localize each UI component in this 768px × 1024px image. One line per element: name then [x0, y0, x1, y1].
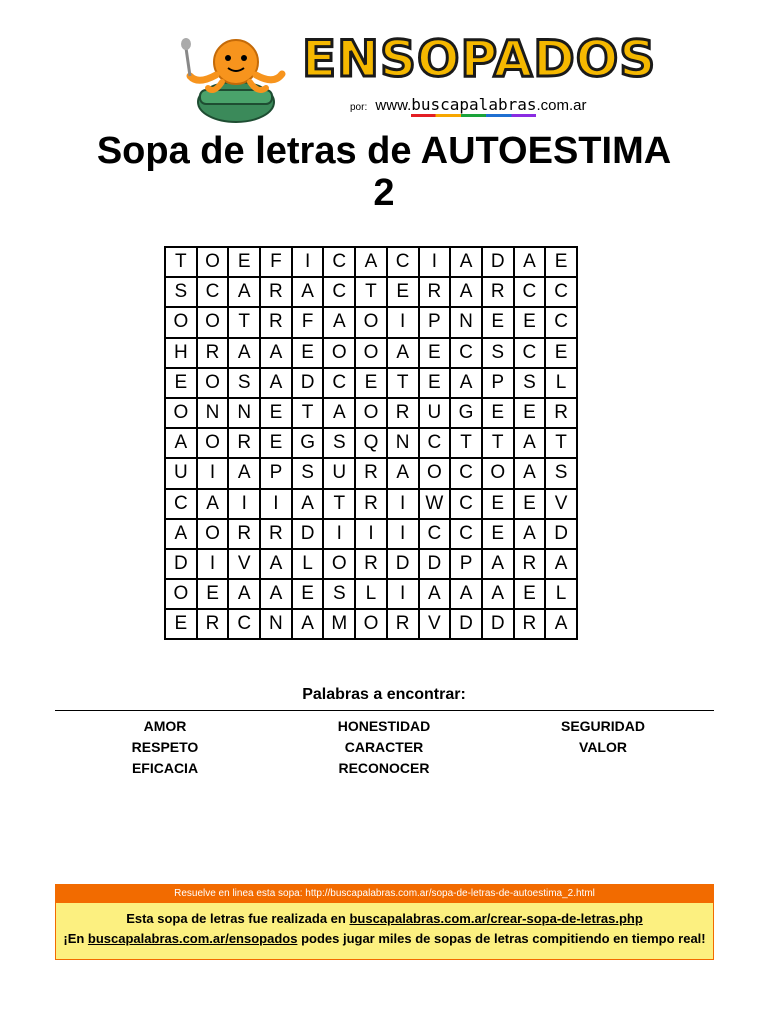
- word: VALOR: [579, 739, 627, 755]
- grid-cell: C: [323, 247, 355, 277]
- grid-row: [165, 307, 577, 337]
- grid-cell: E: [165, 609, 197, 639]
- grid-cell: O: [197, 428, 229, 458]
- grid-cell: O: [323, 549, 355, 579]
- grid-cell: V: [228, 549, 260, 579]
- grid-cell: L: [292, 549, 324, 579]
- words-heading: Palabras a encontrar:: [302, 686, 466, 703]
- grid-cell: N: [260, 609, 292, 639]
- grid-cell: D: [165, 549, 197, 579]
- grid-cell: C: [450, 458, 482, 488]
- grid-cell: Q: [355, 428, 387, 458]
- grid-cell: E: [482, 307, 514, 337]
- grid-cell: F: [292, 307, 324, 337]
- grid-cell: A: [514, 519, 546, 549]
- grid-cell: I: [292, 247, 324, 277]
- grid-cell: A: [228, 277, 260, 307]
- grid-cell: P: [419, 307, 451, 337]
- grid-cell: R: [228, 519, 260, 549]
- grid-cell: O: [355, 609, 387, 639]
- grid-cell: C: [514, 338, 546, 368]
- grid-cell: D: [450, 609, 482, 639]
- grid-cell: C: [165, 489, 197, 519]
- grid-cell: A: [323, 398, 355, 428]
- grid-cell: S: [165, 277, 197, 307]
- grid-cell: S: [292, 458, 324, 488]
- grid-cell: A: [260, 579, 292, 609]
- grid-cell: E: [387, 277, 419, 307]
- grid-cell: T: [450, 428, 482, 458]
- grid-cell: I: [419, 247, 451, 277]
- grid-row: [165, 458, 577, 488]
- footer-text: podes jugar miles de sopas de letras compitiendo en tiempo real!: [297, 931, 706, 946]
- grid-cell: A: [260, 338, 292, 368]
- grid-cell: I: [197, 458, 229, 488]
- grid-cell: C: [323, 277, 355, 307]
- grid-cell: E: [514, 489, 546, 519]
- byline[interactable]: [350, 95, 587, 114]
- byline-www: www.: [375, 97, 412, 114]
- grid-cell: E: [514, 307, 546, 337]
- footer-box: [55, 884, 714, 960]
- grid-cell: O: [165, 307, 197, 337]
- grid-row: [165, 368, 577, 398]
- grid-cell: P: [450, 549, 482, 579]
- grid-cell: E: [260, 398, 292, 428]
- ensopados-link[interactable]: buscapalabras.com.ar/ensopados: [87, 931, 298, 946]
- grid-cell: R: [197, 609, 229, 639]
- word: HONESTIDAD: [337, 718, 431, 734]
- grid-cell: U: [323, 458, 355, 488]
- grid-cell: R: [482, 277, 514, 307]
- grid-cell: L: [545, 579, 577, 609]
- word-column-1: [55, 716, 275, 779]
- grid-cell: O: [482, 458, 514, 488]
- byline-prefix: por:: [350, 102, 368, 113]
- grid-cell: O: [165, 579, 197, 609]
- grid-cell: R: [197, 338, 229, 368]
- grid-cell: A: [545, 609, 577, 639]
- grid-row: [165, 428, 577, 458]
- grid-row: [165, 609, 577, 639]
- grid-cell: A: [323, 307, 355, 337]
- grid-cell: G: [450, 398, 482, 428]
- grid-cell: A: [387, 338, 419, 368]
- grid-cell: C: [323, 368, 355, 398]
- grid-cell: T: [323, 489, 355, 519]
- grid-cell: R: [514, 609, 546, 639]
- grid-cell: E: [514, 579, 546, 609]
- brand-logo: ENSOPADOS: [302, 30, 657, 88]
- grid-cell: A: [387, 458, 419, 488]
- grid-cell: A: [514, 428, 546, 458]
- grid-row: [165, 277, 577, 307]
- grid-cell: C: [545, 307, 577, 337]
- grid-cell: E: [545, 247, 577, 277]
- grid-cell: R: [260, 277, 292, 307]
- grid-cell: T: [228, 307, 260, 337]
- grid-cell: E: [165, 368, 197, 398]
- grid-cell: O: [355, 398, 387, 428]
- grid-cell: I: [197, 549, 229, 579]
- footer-line-2: [56, 931, 713, 946]
- grid-cell: A: [450, 277, 482, 307]
- grid-cell: R: [228, 428, 260, 458]
- grid-cell: N: [450, 307, 482, 337]
- grid-cell: A: [482, 579, 514, 609]
- grid-cell: A: [450, 579, 482, 609]
- grid-row: [165, 489, 577, 519]
- grid-cell: A: [260, 368, 292, 398]
- grid-cell: O: [419, 458, 451, 488]
- grid-cell: A: [545, 549, 577, 579]
- grid-cell: A: [228, 338, 260, 368]
- word: RESPETO: [131, 739, 199, 755]
- grid-cell: L: [545, 368, 577, 398]
- grid-cell: C: [419, 519, 451, 549]
- grid-cell: S: [545, 458, 577, 488]
- grid-cell: O: [197, 247, 229, 277]
- grid-cell: O: [323, 338, 355, 368]
- grid-cell: A: [228, 458, 260, 488]
- word-column-2: [274, 716, 494, 779]
- grid-cell: A: [165, 519, 197, 549]
- grid-cell: C: [387, 247, 419, 277]
- grid-row: [165, 579, 577, 609]
- grid-cell: S: [228, 368, 260, 398]
- grid-cell: U: [419, 398, 451, 428]
- grid-cell: V: [419, 609, 451, 639]
- grid-cell: O: [355, 307, 387, 337]
- grid-cell: E: [514, 398, 546, 428]
- grid-cell: T: [387, 368, 419, 398]
- grid-cell: R: [545, 398, 577, 428]
- grid-cell: O: [197, 519, 229, 549]
- grid-cell: D: [387, 549, 419, 579]
- grid-cell: D: [482, 247, 514, 277]
- grid-cell: S: [323, 428, 355, 458]
- grid-cell: I: [323, 519, 355, 549]
- grid-cell: R: [419, 277, 451, 307]
- grid-cell: W: [419, 489, 451, 519]
- grid-cell: C: [228, 609, 260, 639]
- grid-cell: N: [387, 428, 419, 458]
- grid-cell: A: [355, 247, 387, 277]
- word: SEGURIDAD: [560, 718, 645, 734]
- page-title: [0, 130, 768, 214]
- grid-cell: E: [482, 519, 514, 549]
- grid-cell: U: [165, 458, 197, 488]
- title-line-1: Sopa de letras de AUTOESTIMA: [96, 130, 672, 172]
- grid-cell: R: [355, 458, 387, 488]
- grid-cell: T: [292, 398, 324, 428]
- grid-cell: I: [228, 489, 260, 519]
- grid-cell: A: [292, 277, 324, 307]
- grid-cell: S: [482, 338, 514, 368]
- grid-cell: L: [355, 579, 387, 609]
- word: CARACTER: [344, 739, 424, 755]
- footer-line-1: [56, 911, 713, 926]
- grid-cell: C: [419, 428, 451, 458]
- divider: [55, 710, 714, 711]
- grid-cell: O: [197, 368, 229, 398]
- grid-cell: C: [450, 519, 482, 549]
- grid-cell: R: [355, 549, 387, 579]
- grid-cell: I: [387, 307, 419, 337]
- octopus-in-pot-icon: [178, 30, 288, 125]
- title-line-2: 2: [373, 172, 395, 214]
- grid-cell: C: [197, 277, 229, 307]
- word-search-grid: [164, 246, 578, 640]
- grid-row: [165, 338, 577, 368]
- grid-cell: N: [228, 398, 260, 428]
- grid-cell: D: [292, 519, 324, 549]
- grid-cell: M: [323, 609, 355, 639]
- grid-cell: R: [387, 398, 419, 428]
- grid-cell: A: [514, 247, 546, 277]
- grid-cell: E: [419, 338, 451, 368]
- grid-cell: E: [482, 489, 514, 519]
- grid-cell: E: [292, 579, 324, 609]
- grid-cell: E: [419, 368, 451, 398]
- grid-cell: R: [514, 549, 546, 579]
- grid-cell: V: [545, 489, 577, 519]
- grid-cell: C: [545, 277, 577, 307]
- grid-cell: R: [355, 489, 387, 519]
- grid-cell: D: [482, 609, 514, 639]
- grid-row: [165, 247, 577, 277]
- grid-cell: D: [292, 368, 324, 398]
- grid-cell: E: [197, 579, 229, 609]
- byline-suffix: .com.ar: [536, 97, 587, 114]
- grid-cell: A: [228, 579, 260, 609]
- grid-cell: R: [260, 307, 292, 337]
- grid-cell: D: [545, 519, 577, 549]
- grid-cell: A: [419, 579, 451, 609]
- word: AMOR: [143, 718, 187, 734]
- grid-cell: E: [260, 428, 292, 458]
- grid-cell: I: [387, 579, 419, 609]
- grid-cell: I: [387, 489, 419, 519]
- grid-cell: G: [292, 428, 324, 458]
- grid-cell: P: [260, 458, 292, 488]
- grid-cell: S: [514, 368, 546, 398]
- grid-cell: E: [228, 247, 260, 277]
- grid-cell: D: [419, 549, 451, 579]
- word-column-3: [493, 716, 713, 758]
- word: EFICACIA: [131, 760, 199, 776]
- grid-cell: C: [514, 277, 546, 307]
- grid-cell: E: [482, 398, 514, 428]
- grid-cell: A: [450, 368, 482, 398]
- header: [0, 0, 768, 125]
- grid-cell: A: [514, 458, 546, 488]
- grid-cell: A: [165, 428, 197, 458]
- grid-cell: S: [323, 579, 355, 609]
- grid-cell: E: [355, 368, 387, 398]
- grid-cell: E: [545, 338, 577, 368]
- footer-text: ¡En: [63, 931, 88, 946]
- grid-cell: C: [450, 489, 482, 519]
- grid-cell: I: [387, 519, 419, 549]
- grid-row: [165, 519, 577, 549]
- grid-cell: R: [387, 609, 419, 639]
- grid-cell: T: [355, 277, 387, 307]
- grid-row: [165, 549, 577, 579]
- grid-cell: E: [292, 338, 324, 368]
- grid-cell: N: [197, 398, 229, 428]
- grid-cell: C: [450, 338, 482, 368]
- byline-domain: buscapalabras: [411, 95, 537, 114]
- grid-cell: A: [482, 549, 514, 579]
- footer-text: Esta sopa de letras fue realizada en: [126, 911, 350, 926]
- grid-cell: A: [197, 489, 229, 519]
- online-link[interactable]: Resuelve en linea esta sopa: http://buscapalabras.com.ar/sopa-de-letras-de-autoestima_2.html: [56, 885, 713, 903]
- grid-cell: O: [197, 307, 229, 337]
- grid-cell: A: [292, 489, 324, 519]
- create-link[interactable]: buscapalabras.com.ar/crear-sopa-de-letras.php: [349, 911, 643, 926]
- grid-cell: I: [260, 489, 292, 519]
- grid-cell: O: [355, 338, 387, 368]
- grid-cell: A: [260, 549, 292, 579]
- grid-cell: T: [545, 428, 577, 458]
- grid-cell: A: [450, 247, 482, 277]
- grid-cell: T: [482, 428, 514, 458]
- word: RECONOCER: [338, 760, 430, 776]
- grid-cell: I: [355, 519, 387, 549]
- grid-cell: T: [165, 247, 197, 277]
- grid-cell: P: [482, 368, 514, 398]
- grid-cell: O: [165, 398, 197, 428]
- grid-cell: R: [260, 519, 292, 549]
- grid-row: [165, 398, 577, 428]
- grid-cell: F: [260, 247, 292, 277]
- grid-cell: A: [292, 609, 324, 639]
- grid-cell: H: [165, 338, 197, 368]
